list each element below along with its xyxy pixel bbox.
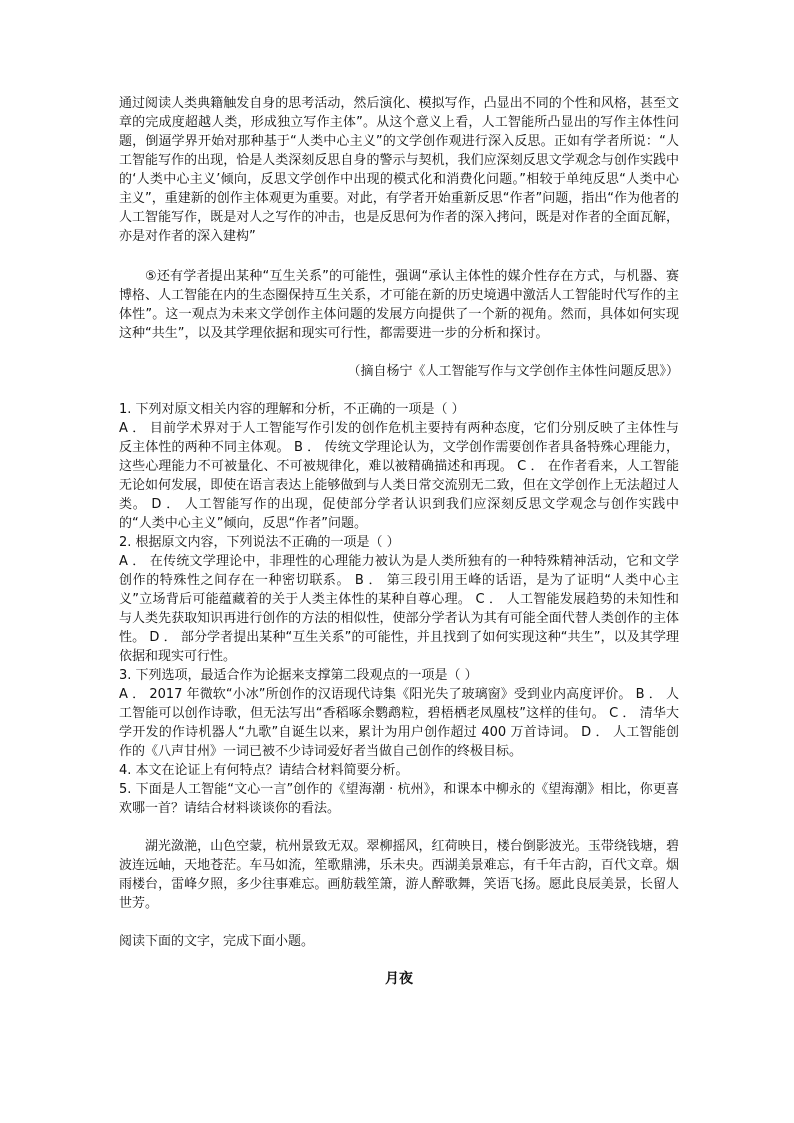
document-content [119,94,679,989]
paragraph-5: ⑤还有学者提出某种“互生关系”的可能性，强调“承认主体性的媒介性存在方式，与机器、赛博格、人工智能在内的生态圈保持互生关系，才可能在新的历史境遇中激活人工智能时代写作的主体性”。这一观点为未来文学创作主体问题的发展方向提供了一个新的视角。然而，具体如何实现这种“共生”，以及其学理依据和现实可行性，都需要进一步的分析和探讨。 [119,269,679,341]
question-3-options: A ． 2017 年微软“小冰”所创作的汉语现代诗集《阳光失了玻璃窗》受到业内高度评价。 B ． 人工智能可以创作诗歌，但无法写出“香稻啄余鹦鹉粒，碧梧栖老凤凰枝”这样的佳句。 C ． 清华大学开发的作诗机器人“九歌”自诞生以来，累计为用户创作超过 400 万首诗词。 D ． 人工智能创作的《八声甘州》一词已被不少诗词爱好者当做自己创作的终极目标。 [119,687,679,759]
question-5: 5. 下面是人工智能“文心一言”创作的《望海潮 · 杭州》，和课本中柳永的《望海潮》相比，你更喜欢哪一首？请结合材料谈谈你的看法。 [119,782,679,816]
question-2-options: A ． 在传统文学理论中，非理性的心理能力被认为是人类所独有的一种特殊精神活动，它和文学创作的特殊性之间存在一种密切联系。 B ． 第三段引用王峰的话语，是为了证明“人类中心主义”立场背后可能蕴藏着的关于人类主体性的某种自尊心理。 C ． 人工智能发展趋势的未知性和与人类先获取知识再进行创作的方法的相似性，使部分学者认为其有可能全面代替人类创作的主体性。 D ． 部分学者提出某种“互生关系”的可能性，并且找到了如何实现这种“共生”，以及其学理依据和现实可行性。 [119,554,679,664]
next-article-title: 月夜 [385,971,413,987]
question-1-options: A ． 目前学术界对于人工智能写作引发的创作危机主要持有两种态度，它们分别反映了主体性与反主体性的两种不同主体观。 B ． 传统文学理论认为，文学创作需要创作者具备特殊心理能力，这些心理能力不可被量化、不可被规律化，难以被精确描述和再现。 C ． 在作者看来，人工智能无论如何发展，即使在语言表达上能够做到与人类日常交流别无二致，但在文学创作上无法超过人类。 D ． 人工智能写作的出现，促使部分学者认识到我们应深刻反思文学观念与创作实践中的“人类中心主义”倾向，反思“作者”问题。 [119,421,679,531]
question-3: 3. 下列选项，最适合作为论据来支撑第二段观点的一项是（ ） [119,668,478,683]
ai-poem: 湖光潋滟，山色空蒙，杭州景致无双。翠柳摇风，红荷映日，楼台倒影波光。玉带绕钱塘，碧波连远岫，天地苍茫。车马如流，笙歌鼎沸，乐未央。西湖美景难忘，有千年古韵，百代文章。烟雨楼台，雷峰夕照，多少往事难忘。画舫载笙箫，游人醉歌舞，笑语飞扬。愿此良辰美景，长留人世芳。 [119,839,679,911]
question-4: 4. 本文在论证上有何特点？请结合材料简要分析。 [119,763,409,778]
source-citation: （摘自杨宁《人工智能写作与文学创作主体性问题反思》） [347,364,679,379]
question-1: 1. 下列对原文相关内容的理解和分析，不正确的一项是（ ） [119,402,465,417]
reading-instruction: 阅读下面的文字，完成下面小题。 [119,934,315,949]
paragraph-4-continued: 通过阅读人类典籍触发自身的思考活动，然后演化、模拟写作，凸显出不同的个性和风格，甚至文章的完成度超越人类，形成独立写作主体”。从这个意义上看，人工智能所凸显出的写作主体性问题，倒逼学界开始对那种基于“人类中心主义”的文学创作观进行深入反思。正如有学者所说：“人工智能写作的出现，恰是人类深刻反思自身的警示与契机，我们应深刻反思文学观念与创作实践中的‘人类中心主义’倾向，反思文学创作中出现的模式化和消费化问题。”相较于单纯反思“人类中心主义”，重建新的创作主体观更为重要。对此，有学者开始重新反思“作者”问题，指出“作为他者的人工智能写作，既是对人之写作的冲击，也是反思何为作者的深入拷问，既是对作者的全面瓦解，亦是对作者的深入建构” [119,96,679,244]
question-2: 2. 根据原文内容，下列说法不正确的一项是（ ） [119,535,400,550]
